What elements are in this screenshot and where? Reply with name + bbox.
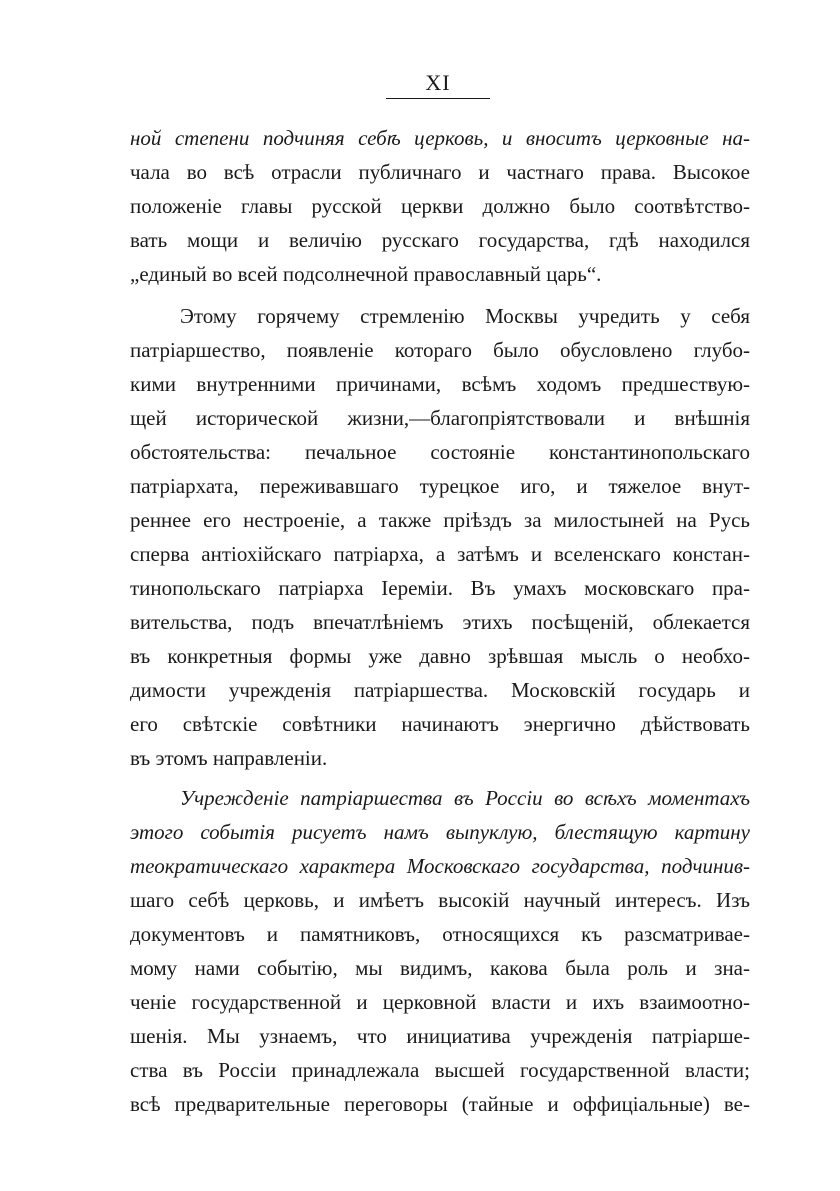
text-line: ства въ Россiи принадлежала высшей государственной власти;: [130, 1058, 750, 1082]
text-line: димости учрежденiя патрiаршества. Московскiй государь и: [130, 678, 750, 702]
text-line: этого событiя рисуетъ намъ выпуклую, блестящую картину: [130, 820, 750, 844]
text-line: документовъ и памятниковъ, относящихся къ разсматривае-: [130, 922, 750, 946]
text-line: тинопольскаго патрiарха Iеремiи. Въ умахъ московскаго пра-: [130, 576, 750, 600]
text-line: теократическаго характера Московскаго государства, подчинив-: [130, 854, 750, 878]
text-line: сперва антiохiйскаго патрiарха, а затѣмъ и вселенскаго констан-: [130, 542, 750, 566]
text-line: шаго себѣ церковь, и имѣетъ высокiй научный интересъ. Изъ: [130, 888, 750, 912]
text-line: мому нами событiю, мы видимъ, какова была роль и зна-: [130, 956, 750, 980]
text-line: реннее его нестроенiе, а также прiѣздъ за милостыней на Русь: [130, 508, 750, 532]
text-line: Учрежденiе патрiаршества въ Россiи во всѣхъ моментахъ: [180, 786, 750, 810]
text-line: вать мощи и величiю русскаго государства, гдѣ находился: [130, 228, 750, 252]
text-line: патрiаршество, появленiе котораго было обусловлено глубо-: [130, 338, 750, 362]
text-line: Этому горячему стремленiю Москвы учредить у себя: [180, 304, 750, 328]
text-line: вительства, подъ впечатлѣнiемъ этихъ посѣщенiй, облекается: [130, 610, 750, 634]
text-line: шенiя. Мы узнаемъ, что инициатива учрежденiя патрiарше-: [130, 1024, 750, 1048]
header-rule: [386, 98, 490, 99]
text-line: кими внутренними причинами, всѣмъ ходомъ предшествую-: [130, 372, 750, 396]
text-line: всѣ предварительные переговоры (тайные и оффицiальные) ве-: [130, 1092, 750, 1116]
text-line: чала во всѣ отрасли публичнаго и частнаго права. Высокое: [130, 160, 750, 184]
page-number: XI: [425, 70, 451, 95]
text-line: патрiархата, переживавшаго турецкое иго, и тяжелое внут-: [130, 474, 750, 498]
text-line: ной степени подчиняя себѣ церковь, и вноситъ церковные на-: [130, 126, 750, 150]
text-line: ченiе государственной и церковной власти и ихъ взаимоотно-: [130, 990, 750, 1014]
text-line: положенiе главы русской церкви должно было соотвѣтство-: [130, 194, 750, 218]
text-line: щей исторической жизни,—благопрiятствовали и внѣшнiя: [130, 406, 750, 430]
text-line: его свѣтскiе совѣтники начинаютъ энергично дѣйствовать: [130, 712, 750, 736]
text-line: обстоятельства: печальное состоянiе константинопольскаго: [130, 440, 750, 464]
text-line: въ конкретныя формы уже давно зрѣвшая мысль о необхо-: [130, 644, 750, 668]
text-line: въ этомъ направленiи.: [130, 746, 328, 770]
text-line: „единый во всей подсолнечной православный царь“.: [130, 262, 602, 286]
